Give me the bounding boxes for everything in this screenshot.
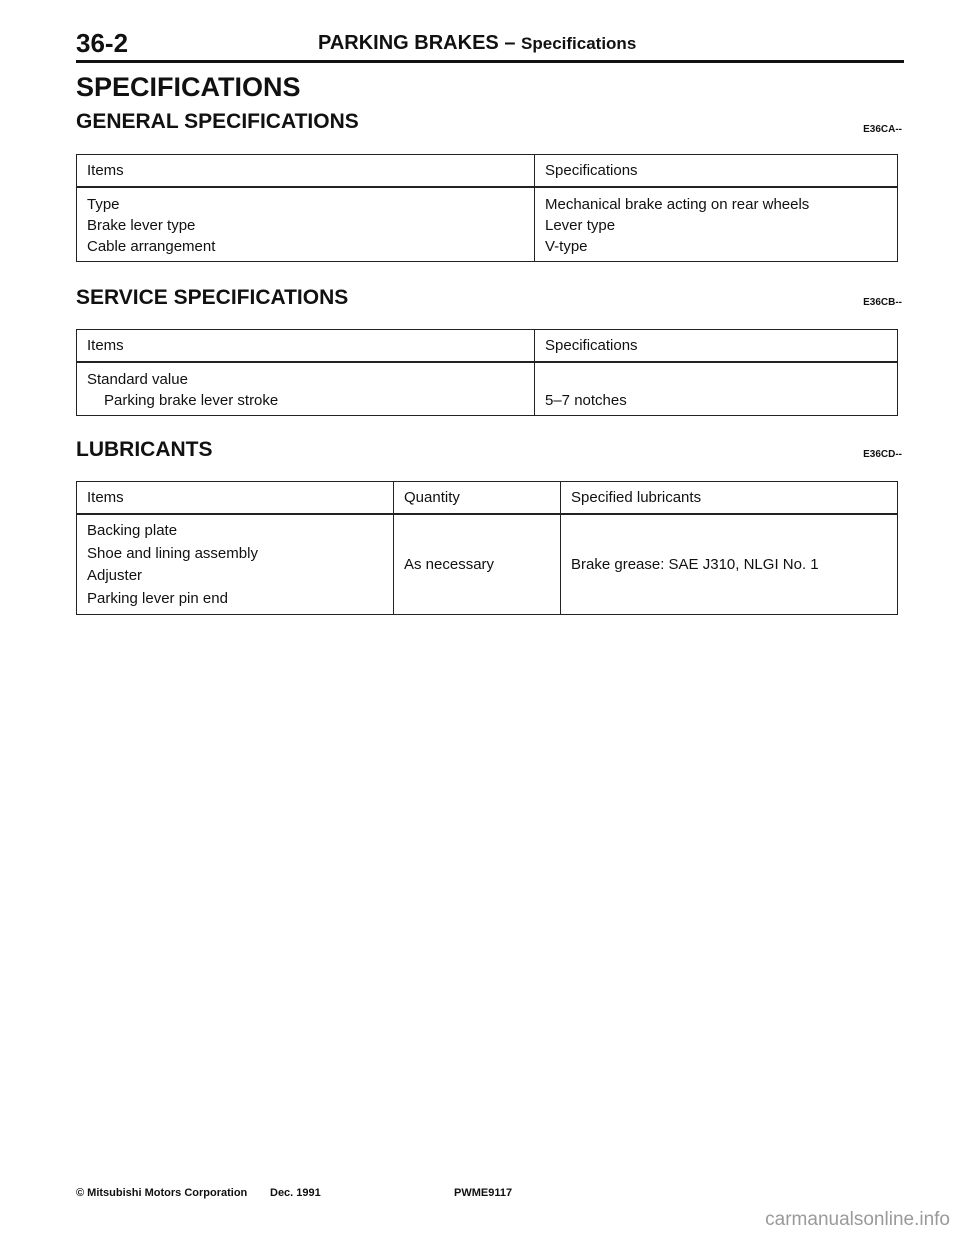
service-spec-heading: SERVICE SPECIFICATIONS <box>76 286 349 309</box>
specifications-cell <box>535 362 898 416</box>
item-cable-arrangement: Cable arrangement <box>87 238 216 255</box>
column-header-quantity: Quantity <box>394 482 561 515</box>
items-cell <box>77 187 535 262</box>
spec-cable-arrangement: V-type <box>545 238 588 255</box>
spec-brake-lever-type: Lever type <box>545 217 616 234</box>
footer-doc-code: PWME9117 <box>454 1187 513 1199</box>
item-parking-lever-pin-end: Parking lever pin end <box>87 589 228 607</box>
main-heading: SPECIFICATIONS <box>76 72 301 102</box>
general-spec-heading: GENERAL SPECIFICATIONS <box>76 110 359 133</box>
specifications-cell <box>535 187 898 262</box>
item-brake-lever-type: Brake lever type <box>87 217 196 234</box>
header-rule <box>76 60 904 63</box>
header-dash: – <box>504 32 516 54</box>
footer-date: Dec. 1991 <box>270 1187 321 1199</box>
spec-lever-stroke: 5–7 notches <box>545 392 627 409</box>
spec-type: Mechanical brake acting on rear wheels <box>545 196 810 213</box>
lubricants-table <box>76 481 898 615</box>
header-title: PARKING BRAKES <box>318 32 499 54</box>
general-spec-table <box>76 154 898 262</box>
item-adjuster: Adjuster <box>87 567 143 584</box>
lubricant-cell: Brake grease: SAE J310, NLGI No. 1 <box>561 514 898 615</box>
item-type: Type <box>87 196 120 213</box>
lubricants-heading: LUBRICANTS <box>76 438 213 461</box>
header-subtitle: Specifications <box>521 34 637 53</box>
item-shoe-and-lining-assembly: Shoe and lining assembly <box>87 544 258 562</box>
column-header-specified-lubricants: Specified lubricants <box>561 482 898 515</box>
watermark: carmanualsonline.info <box>765 1209 950 1230</box>
page-header-title <box>318 32 636 55</box>
quantity-cell: As necessary <box>394 514 561 615</box>
lubricants-code: E36CD-- <box>863 449 902 460</box>
service-spec-code: E36CB-- <box>863 297 902 308</box>
general-spec-code: E36CA-- <box>863 124 902 135</box>
footer-copyright: © Mitsubishi Motors Corporation <box>76 1187 248 1199</box>
table-row <box>77 362 898 416</box>
column-header-items: Items <box>77 155 535 188</box>
item-backing-plate: Backing plate <box>87 522 178 539</box>
table-header-row <box>77 155 898 188</box>
table-header-row <box>77 330 898 363</box>
column-header-specifications: Specifications <box>535 155 898 188</box>
group-label-standard-value: Standard value <box>87 371 188 388</box>
table-row <box>77 514 898 615</box>
items-cell <box>77 362 535 416</box>
column-header-items: Items <box>77 330 535 363</box>
page-number: 36-2 <box>76 28 129 58</box>
column-header-items: Items <box>77 482 394 515</box>
column-header-specifications: Specifications <box>535 330 898 363</box>
table-header-row <box>77 482 898 515</box>
items-cell <box>77 514 394 615</box>
service-spec-table <box>76 329 898 416</box>
item-parking-brake-lever-stroke: Parking brake lever stroke <box>104 392 279 409</box>
table-row <box>77 187 898 262</box>
